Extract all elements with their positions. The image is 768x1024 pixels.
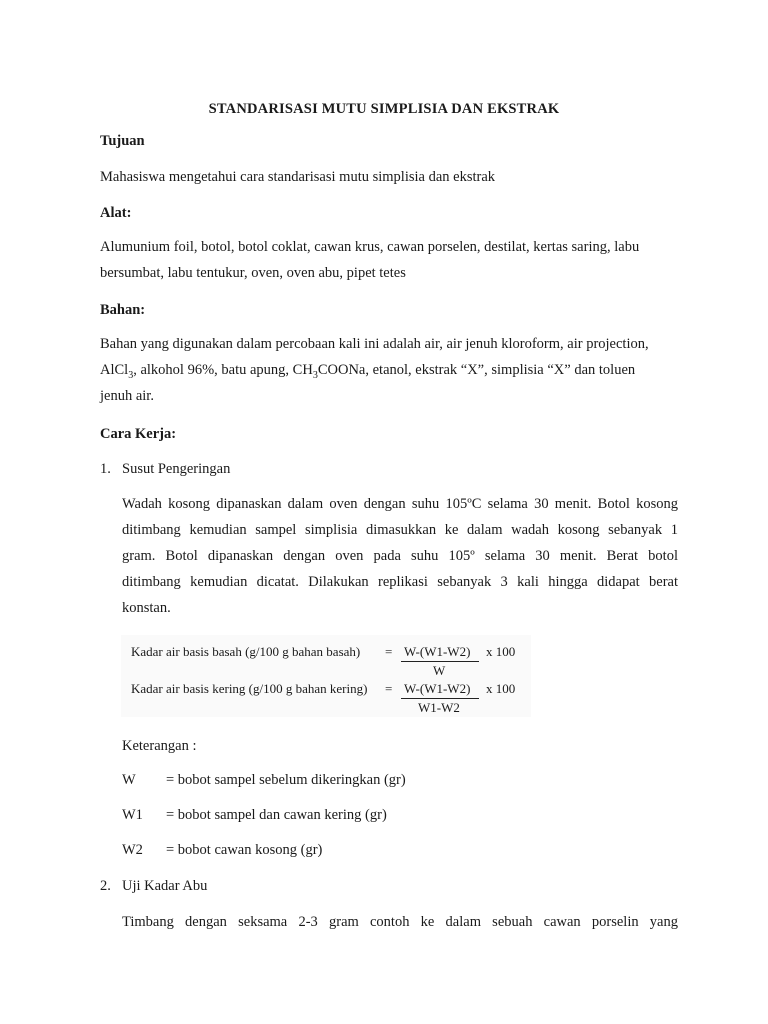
bahan-line-3: jenuh air.: [100, 388, 154, 404]
moisture-formula-figure: [121, 635, 531, 717]
keterangan-symbol: W: [122, 772, 136, 788]
keterangan-row-w1: [122, 807, 387, 824]
formula-row1-fraction-bar: [401, 661, 479, 662]
keterangan-row-w: [122, 772, 406, 789]
keterangan-description: = bobot sampel sebelum dikeringkan (gr): [166, 772, 406, 788]
tujuan-heading: Tujuan: [100, 133, 145, 149]
formula-row2-denominator: W1-W2: [418, 700, 460, 715]
alat-paragraph: [100, 234, 678, 286]
formula-row2-numerator: W-(W1-W2): [404, 681, 471, 696]
formula-row1-label: Kadar air basis basah (g/100 g bahan basah): [131, 644, 361, 659]
formula-row1-multiplier: x 100: [486, 644, 516, 659]
bahan-text-ch: , alkohol 96%, batu apung, CH: [133, 362, 313, 378]
item2-number: 2.: [100, 878, 111, 894]
item1-line-1: Wadah kosong dipanaskan dalam oven dengan suhu 105ºC selama 30 menit. Botol kosong: [122, 496, 678, 512]
formula-row1-numerator: W-(W1-W2): [404, 644, 471, 659]
alat-heading: Alat:: [100, 205, 132, 221]
formula-row1-denominator: W: [433, 663, 446, 678]
formula-row1-equals: =: [385, 644, 393, 659]
alat-line-1: Alumunium foil, botol, botol coklat, cawan krus, cawan porselen, destilat, kertas saring, labu: [100, 239, 640, 255]
bahan-paragraph: [100, 331, 678, 409]
bahan-line-1: Bahan yang digunakan dalam percobaan kali ini adalah air, air jenuh kloroform, air projection,: [100, 336, 649, 352]
keterangan-description: = bobot cawan kosong (gr): [166, 842, 323, 858]
item1-line-4: ditimbang kemudian dicatat. Dilakukan replikasi sebanyak 3 kali hingga didapat berat: [122, 574, 678, 590]
item1-line-3: gram. Botol dipanaskan dengan oven pada suhu 105º selama 30 menit. Berat botol: [122, 548, 678, 564]
item1-line-5: konstan.: [122, 600, 171, 616]
formula-row2-multiplier: x 100: [486, 681, 516, 696]
tujuan-text: Mahasiswa mengetahui cara standarisasi mutu simplisia dan ekstrak: [100, 169, 496, 185]
bahan-heading: Bahan:: [100, 302, 146, 318]
keterangan-symbol: W2: [122, 842, 143, 858]
keterangan-symbol: W1: [122, 807, 143, 823]
item2-paragraph: [122, 909, 678, 935]
item2-title: Uji Kadar Abu: [122, 878, 208, 894]
item1-paragraph: [122, 491, 678, 621]
keterangan-heading: Keterangan :: [122, 738, 197, 754]
formula-row2-equals: =: [385, 681, 393, 696]
bahan-text-rest: COONa, etanol, ekstrak “X”, simplisia “X” dan toluen: [317, 362, 636, 378]
formula-row2-fraction-bar: [401, 698, 479, 699]
bahan-line-2: [100, 357, 678, 383]
alat-line-2: bersumbat, labu tentukur, oven, oven abu, pipet tetes: [100, 265, 406, 281]
bahan-sub-alcl: 3: [128, 369, 134, 381]
keterangan-row-w2: [122, 842, 322, 859]
formula-row2-label: Kadar air basis kering (g/100 g bahan kering): [131, 681, 368, 696]
document-title: STANDARISASI MUTU SIMPLISIA DAN EKSTRAK: [208, 101, 560, 117]
item2-line-1: Timbang dengan seksama 2-3 gram contoh ke dalam sebuah cawan porselin yang: [122, 914, 678, 930]
item1-number: 1.: [100, 461, 111, 477]
bahan-text-alcl: AlCl: [100, 362, 129, 378]
keterangan-description: = bobot sampel dan cawan kering (gr): [166, 807, 387, 823]
bahan-sub-ch3: 3: [312, 369, 318, 381]
item1-line-2: ditimbang kemudian sampel simplisia dimasukkan ke dalam wadah kosong sebanyak 1: [122, 522, 678, 538]
cara-kerja-heading: Cara Kerja:: [100, 426, 177, 442]
item1-title: Susut Pengeringan: [122, 461, 231, 477]
